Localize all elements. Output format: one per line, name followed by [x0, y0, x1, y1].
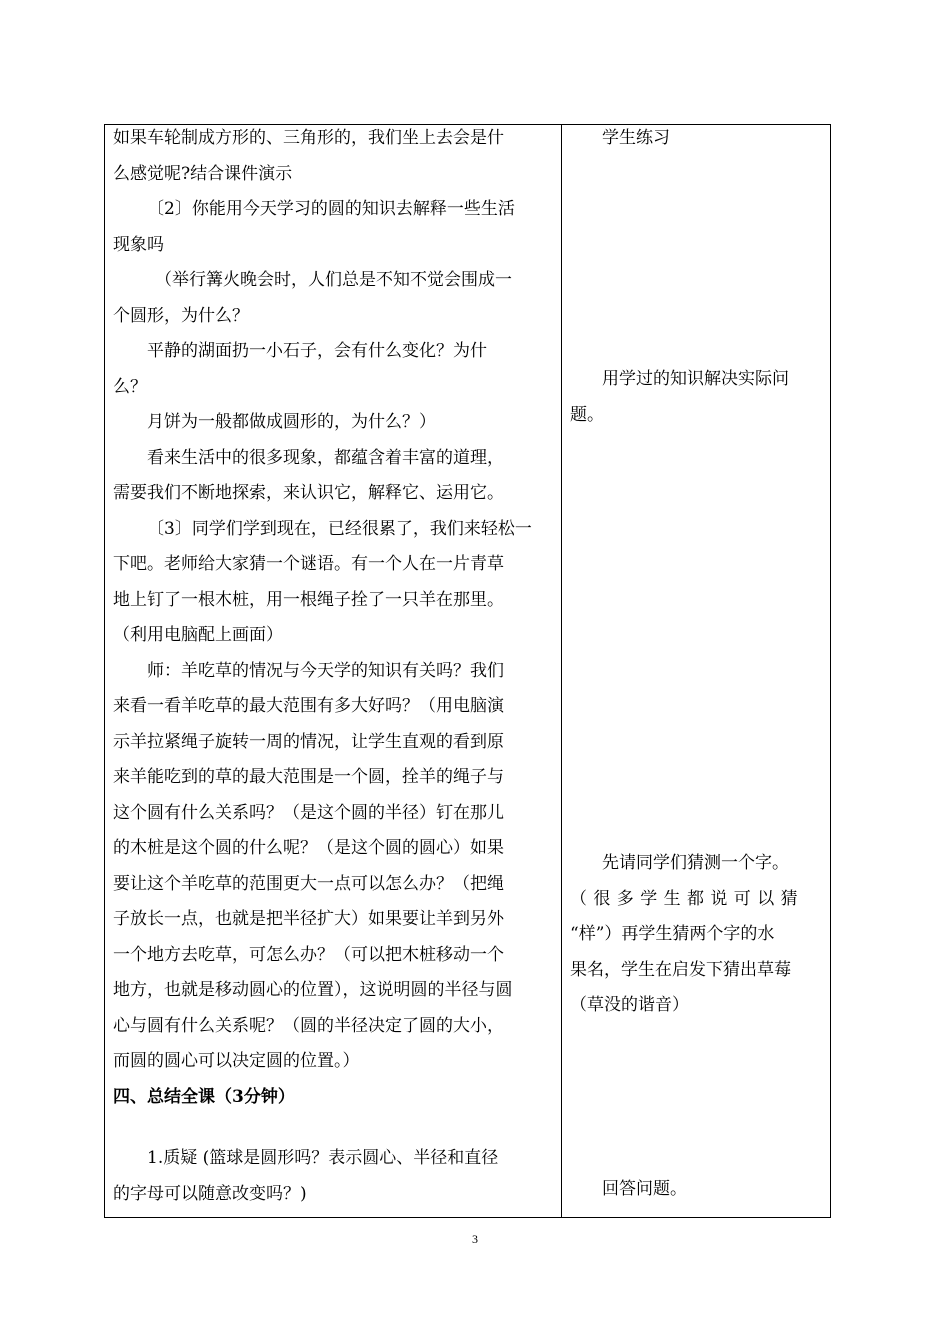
text-line: 来看一看羊吃草的最大范围有多大好吗？（用电脑演 示羊拉紧绳子旋转一周的情况，让学生直观的看到原 来羊能吃到的草的最大范围是一个圆，拴羊的绳子与 这个圆有什么关系吗？（是这个圆的半径）钉在那儿 的木桩是这个圆的什么呢？（是这个圆的圆心）如果 要让这个羊吃草的范围更大一点可以怎么办？（把绳 子放长一点，也就是把半径扩大）如果要让羊到另外 一个地方去吃草，可怎么办？（可以把木桩移动一个 地方，也就是移动圆心的位置），这说明圆的半径与圆 心与圆有什么关系呢？（圆的半径决定了圆的大小， 而圆的圆心可以决定圆的位置。） [113, 696, 513, 1071]
table-row [105, 125, 831, 1218]
text-line: 需要我们不断地探索，来认识它，解释它、运用它。 [113, 483, 504, 503]
riddle-note-text: （很多学生都说可以猜 [570, 888, 804, 909]
page-number: 3 [472, 1232, 478, 1246]
text-line: 〔3〕同学们学到现在，已经很累了，我们来轻松一 [147, 518, 532, 539]
answer-question-text: 回答问题。 [602, 1179, 687, 1199]
student-practice-text: 学生练习 [602, 128, 670, 148]
text-line: 1.质疑 (篮球是圆形吗？表示圆心、半径和直径 [147, 1148, 499, 1168]
teaching-process-cell [105, 125, 562, 1218]
section-heading: 四、总结全课（3分钟） [113, 1086, 295, 1107]
text-line: 月饼为一般都做成圆形的，为什么？） [147, 412, 436, 432]
lesson-plan-table [104, 124, 831, 1218]
student-activity-cell [562, 125, 831, 1218]
student-apply-text: 用学过的知识解决实际问 [602, 369, 789, 389]
riddle-note-text: “样”）再学生猜两个字的水 果名，学生在启发下猜出草莓 （草没的谐音） [570, 924, 791, 1015]
text-line: 平静的湖面扔一小石子，会有什么变化？为什 [147, 341, 487, 361]
text-line: 〔2〕你能用今天学习的圆的知识去解释一些生活 [147, 199, 515, 219]
text-line: 如果车轮制成方形的、三角形的，我们坐上去会是什 么感觉呢?结合课件演示 [113, 128, 504, 184]
riddle-note-text: 先请同学们猜测一个字。 [602, 853, 789, 873]
text-line: （举行篝火晚会时，人们总是不知不觉会围成一 [155, 270, 512, 290]
text-line: 下吧。老师给大家猜一个谜语。有一个人在一片青草 地上钉了一根木桩，用一根绳子拴了一只羊在那里。 （利用电脑配上画面） [113, 554, 504, 645]
text-line: 的字母可以随意改变吗？) [113, 1183, 307, 1204]
student-apply-text: 题。 [570, 404, 604, 425]
text-line: 现象吗 [113, 234, 164, 255]
text-line: 师：羊吃草的情况与今天学的知识有关吗？我们 [147, 660, 504, 681]
text-line: 么？ [113, 376, 147, 397]
text-line: 个圆形，为什么？ [113, 305, 249, 326]
text-line: 看来生活中的很多现象，都蕴含着丰富的道理， [147, 447, 504, 468]
